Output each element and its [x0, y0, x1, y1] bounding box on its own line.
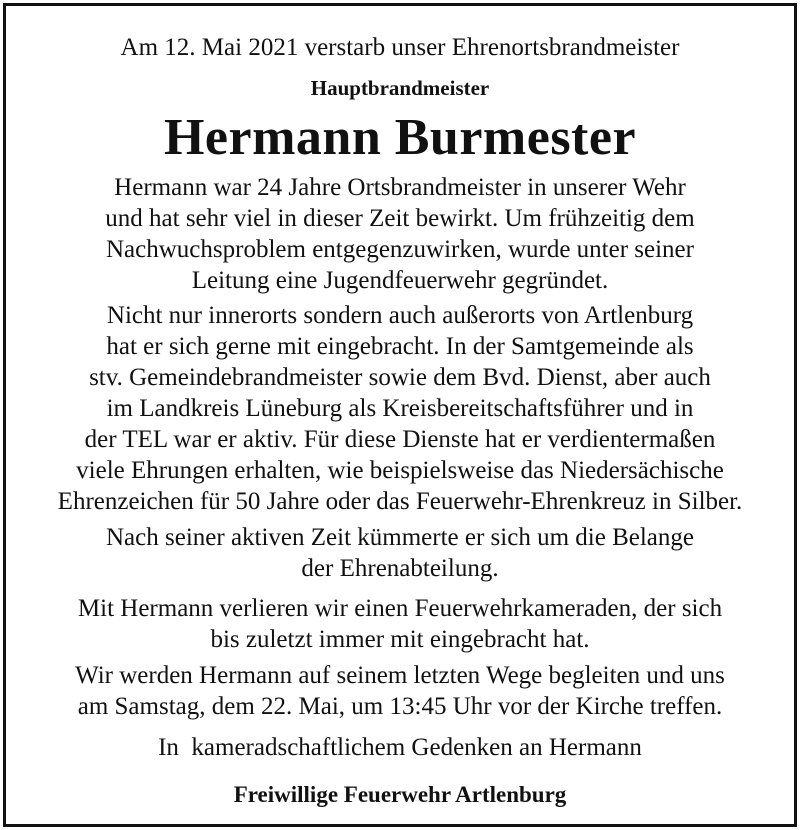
paragraph-5-line: am Samstag, dem 22. Mai, um 13:45 Uhr vor der Kirche treffen.: [77, 693, 723, 720]
paragraph-2-line: viele Ehrungen erhalten, wie beispielsweise das Niedersächische: [76, 457, 724, 484]
paragraph-3-line: Nach seiner aktiven Zeit kümmerte er sich um die Belange: [106, 524, 694, 551]
paragraph-2-line: Ehrenzeichen für 50 Jahre oder das Feuerwehr-Ehrenkreuz in Silber.: [57, 488, 743, 515]
paragraph-2-line: der TEL war er aktiv. Für diese Dienste hat er verdientermaßen: [84, 426, 716, 453]
paragraph-3-line: der Ehrenabteilung.: [301, 555, 499, 582]
paragraph-2-line: hat er sich gerne mit eingebracht. In der Samtgemeinde als: [106, 333, 694, 360]
paragraph-1-line: Nachwuchsproblem entgegenzuwirken, wurde unter seiner: [106, 236, 694, 263]
obituary-notice: [3, 3, 797, 827]
notice-content: [6, 6, 794, 824]
paragraph-1-line: und hat sehr viel in dieser Zeit bewirkt. Um frühzeitig dem: [105, 205, 695, 232]
rank-title: Hauptbrandmeister: [310, 76, 490, 100]
paragraph-2-line: im Landkreis Lüneburg als Kreisbereitschaftsführer und in: [106, 395, 694, 422]
paragraph-1-line: Leitung eine Jugendfeuerwehr gegründet.: [191, 267, 609, 294]
signature: Freiwillige Feuerwehr Artlenburg: [233, 782, 567, 807]
paragraph-2-line: stv. Gemeindebrandmeister sowie dem Bvd. Dienst, aber auch: [89, 364, 711, 391]
closing-line: In kameradschaftlichem Gedenken an Hermann: [158, 734, 642, 761]
intro-line: Am 12. Mai 2021 verstarb unser Ehrenortsbrandmeister: [120, 34, 680, 61]
deceased-name: Hermann Burmester: [163, 109, 637, 166]
paragraph-5-line: Wir werden Hermann auf seinem letzten Wege begleiten und uns: [75, 662, 725, 689]
paragraph-4-line: bis zuletzt immer mit eingebracht hat.: [210, 626, 590, 653]
paragraph-2-line: Nicht nur innerorts sondern auch außerorts von Artlenburg: [106, 302, 694, 329]
paragraph-4-line: Mit Hermann verlieren wir einen Feuerwehrkameraden, der sich: [77, 595, 723, 622]
paragraph-1-line: Hermann war 24 Jahre Ortsbrandmeister in unserer Wehr: [114, 174, 686, 201]
